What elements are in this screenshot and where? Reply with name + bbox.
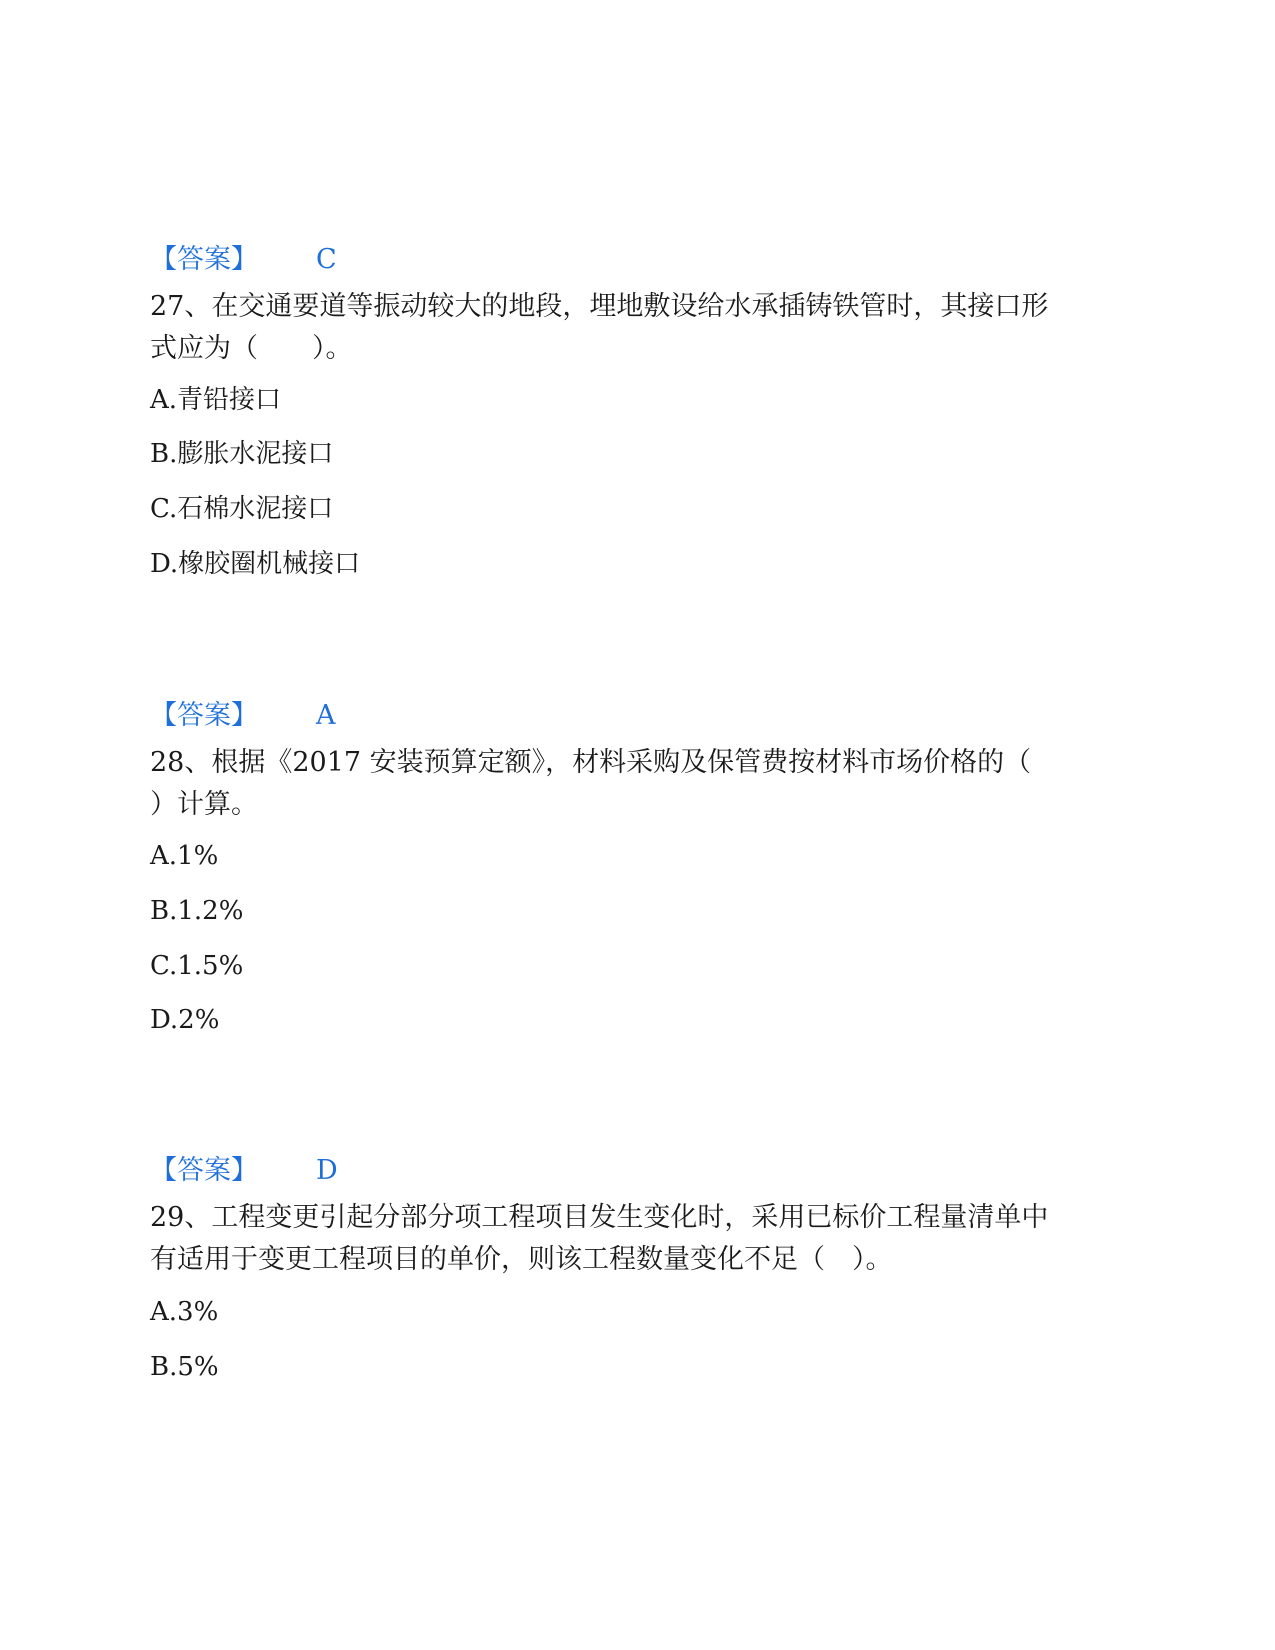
question-28 bbox=[150, 742, 1120, 826]
option-d: D.2% bbox=[150, 1005, 220, 1035]
answer-value: C bbox=[316, 244, 337, 275]
option-b: B.膨胀水泥接口 bbox=[150, 439, 334, 469]
answer-label: 【答案】 bbox=[150, 244, 258, 275]
option-b: B.1.2% bbox=[150, 896, 244, 926]
question-29 bbox=[150, 1197, 1120, 1281]
answer-value: A bbox=[316, 700, 336, 731]
option-b: B.5% bbox=[150, 1352, 219, 1382]
option-a: A.1% bbox=[150, 841, 219, 871]
answer-line bbox=[150, 698, 336, 734]
question-text-line: 27、在交通要道等振动较大的地段，埋地敷设给水承插铸铁管时，其接口形 bbox=[150, 291, 1049, 322]
question-text-line: 式应为（ ）。 bbox=[150, 333, 353, 364]
answer-line bbox=[150, 242, 337, 278]
option-c: C.1.5% bbox=[150, 951, 244, 981]
question-text-line: ）计算。 bbox=[150, 789, 258, 820]
answer-label: 【答案】 bbox=[150, 1155, 258, 1186]
answer-label: 【答案】 bbox=[150, 700, 258, 731]
answer-line bbox=[150, 1153, 338, 1189]
question-text-line: 28、根据《2017 安装预算定额》，材料采购及保管费按材料市场价格的（ bbox=[150, 747, 1032, 778]
answer-value: D bbox=[316, 1155, 338, 1186]
question-text-line: 有适用于变更工程项目的单价，则该工程数量变化不足（ ）。 bbox=[150, 1244, 893, 1275]
option-d: D.橡胶圈机械接口 bbox=[150, 549, 361, 579]
question-text-line: 29、工程变更引起分部分项工程项目发生变化时，采用已标价工程量清单中 bbox=[150, 1202, 1049, 1233]
option-a: A.青铅接口 bbox=[150, 385, 282, 415]
question-27 bbox=[150, 286, 1120, 370]
option-c: C.石棉水泥接口 bbox=[150, 494, 334, 524]
option-a: A.3% bbox=[150, 1297, 219, 1327]
